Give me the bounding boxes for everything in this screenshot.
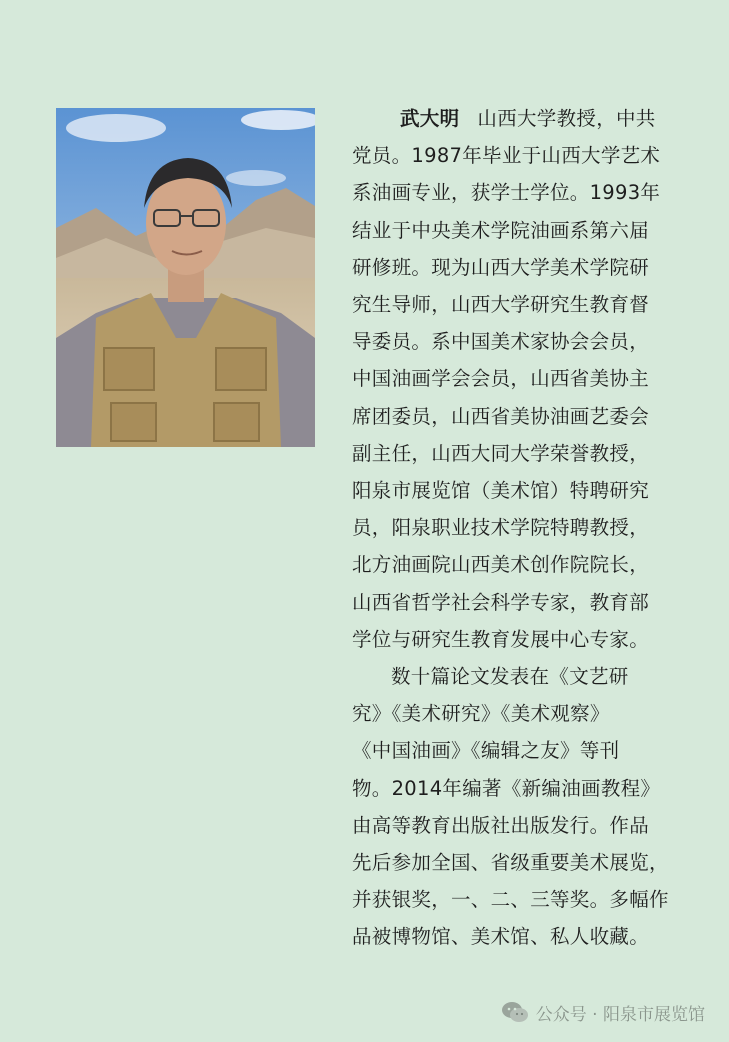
bio-line: 阳泉市展览馆（美术馆）特聘研究	[352, 479, 650, 503]
pub-line: 物。2014年编著《新编油画教程》	[352, 776, 661, 800]
bio-line: 导委员。系中国美术家协会会员，	[352, 330, 650, 354]
pub-line: 先后参加全国、省级重要美术展览，	[352, 851, 669, 875]
bio-line: 山西省哲学社会科学专家，教育部	[352, 590, 650, 614]
pub-line: 《中国油画》《编辑之友》等刊	[352, 739, 620, 763]
bio-line: 结业于中央美术学院油画系第六届	[352, 218, 650, 242]
bio-line: 北方油画院山西美术创作院院长，	[352, 553, 650, 577]
biography	[352, 100, 688, 956]
watermark-text: 公众号 · 阳泉市展览馆	[535, 1004, 705, 1025]
pub-line: 数十篇论文发表在《文艺研	[391, 665, 629, 689]
bio-line: 副主任，山西大同大学荣誉教授，	[352, 441, 650, 465]
watermark	[500, 999, 705, 1025]
publications-paragraph	[352, 658, 688, 956]
bio-line: 山西大学教授，中共	[477, 107, 656, 130]
pub-line: 品被博物馆、美术馆、私人收藏。	[352, 925, 650, 949]
portrait-photo	[56, 108, 315, 447]
bio-line: 学位与研究生教育发展中心专家。	[352, 627, 650, 651]
bio-line: 中国油画学会会员，山西省美协主	[352, 367, 650, 391]
bio-paragraph	[352, 100, 688, 658]
bio-line: 研修班。现为山西大学美术学院研	[352, 255, 650, 279]
pub-line: 由高等教育出版社出版发行。作品	[352, 813, 650, 837]
bio-line: 席团委员，山西省美协油画艺委会	[352, 404, 650, 428]
bio-line: 员，阳泉职业技术学院特聘教授，	[352, 516, 650, 540]
bio-line: 究生导师，山西大学研究生教育督	[352, 293, 650, 317]
pub-line: 并获银奖，一、二、三等奖。多幅作	[352, 888, 669, 912]
bio-line: 党员。1987年毕业于山西大学艺术	[352, 144, 661, 168]
pub-line: 究》《美术研究》《美术观察》	[352, 702, 610, 726]
wechat-icon	[500, 1000, 530, 1024]
bio-line: 系油画专业，获学士学位。1993年	[352, 181, 661, 205]
author-name: 武大明	[400, 107, 460, 130]
